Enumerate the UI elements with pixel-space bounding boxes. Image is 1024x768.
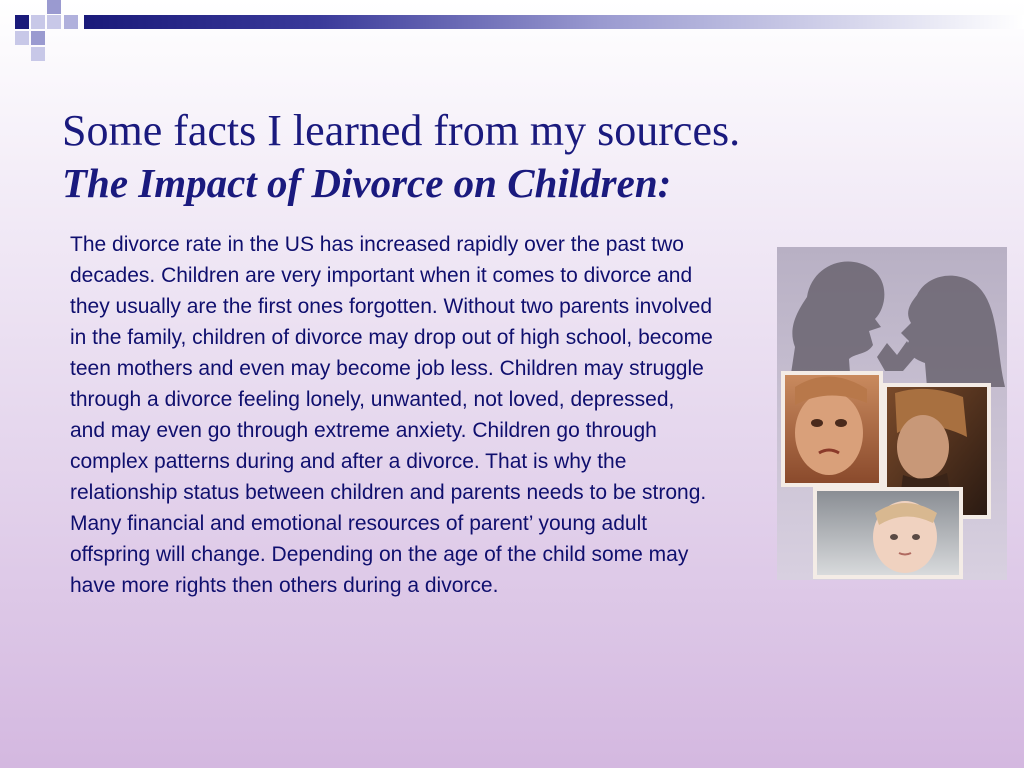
deco-square-mid — [47, 0, 61, 14]
deco-square-light — [31, 15, 45, 29]
title-line-2: The Impact of Divorce on Children: — [62, 159, 672, 206]
deco-square-light — [15, 31, 29, 45]
title-line-1: Some facts I learned from my sources. — [62, 106, 741, 155]
deco-square-mid — [64, 15, 78, 29]
header-decoration — [0, 0, 1024, 64]
crying-child-photo — [781, 371, 883, 487]
deco-square-mid — [31, 31, 45, 45]
baby-photo — [813, 487, 963, 579]
deco-square-dark — [15, 15, 29, 29]
divorce-collage-image — [777, 247, 1007, 580]
header-gradient-bar — [84, 15, 1024, 29]
deco-square-light — [47, 15, 61, 29]
slide-title — [62, 104, 962, 208]
body-paragraph: The divorce rate in the US has increased rapidly over the past two decades. Children are very important when it comes to divorce and they usually are the first ones forgotten. Without two parents involved in the family, children of divorce may drop out of high school, become teen mothers and even may become job less. Children may struggle through a divorce feeling lonely, unwanted, not loved, depressed, and may even go through extreme anxiety. Children go through complex patterns during and after a divorce. That is why the relationship status between children and parents needs to be strong. Many financial and emotional resources of parent’ young adult offspring will change. Depending on the age of the child some may have more rights then others during a divorce. — [70, 233, 713, 597]
deco-square-light — [31, 47, 45, 61]
